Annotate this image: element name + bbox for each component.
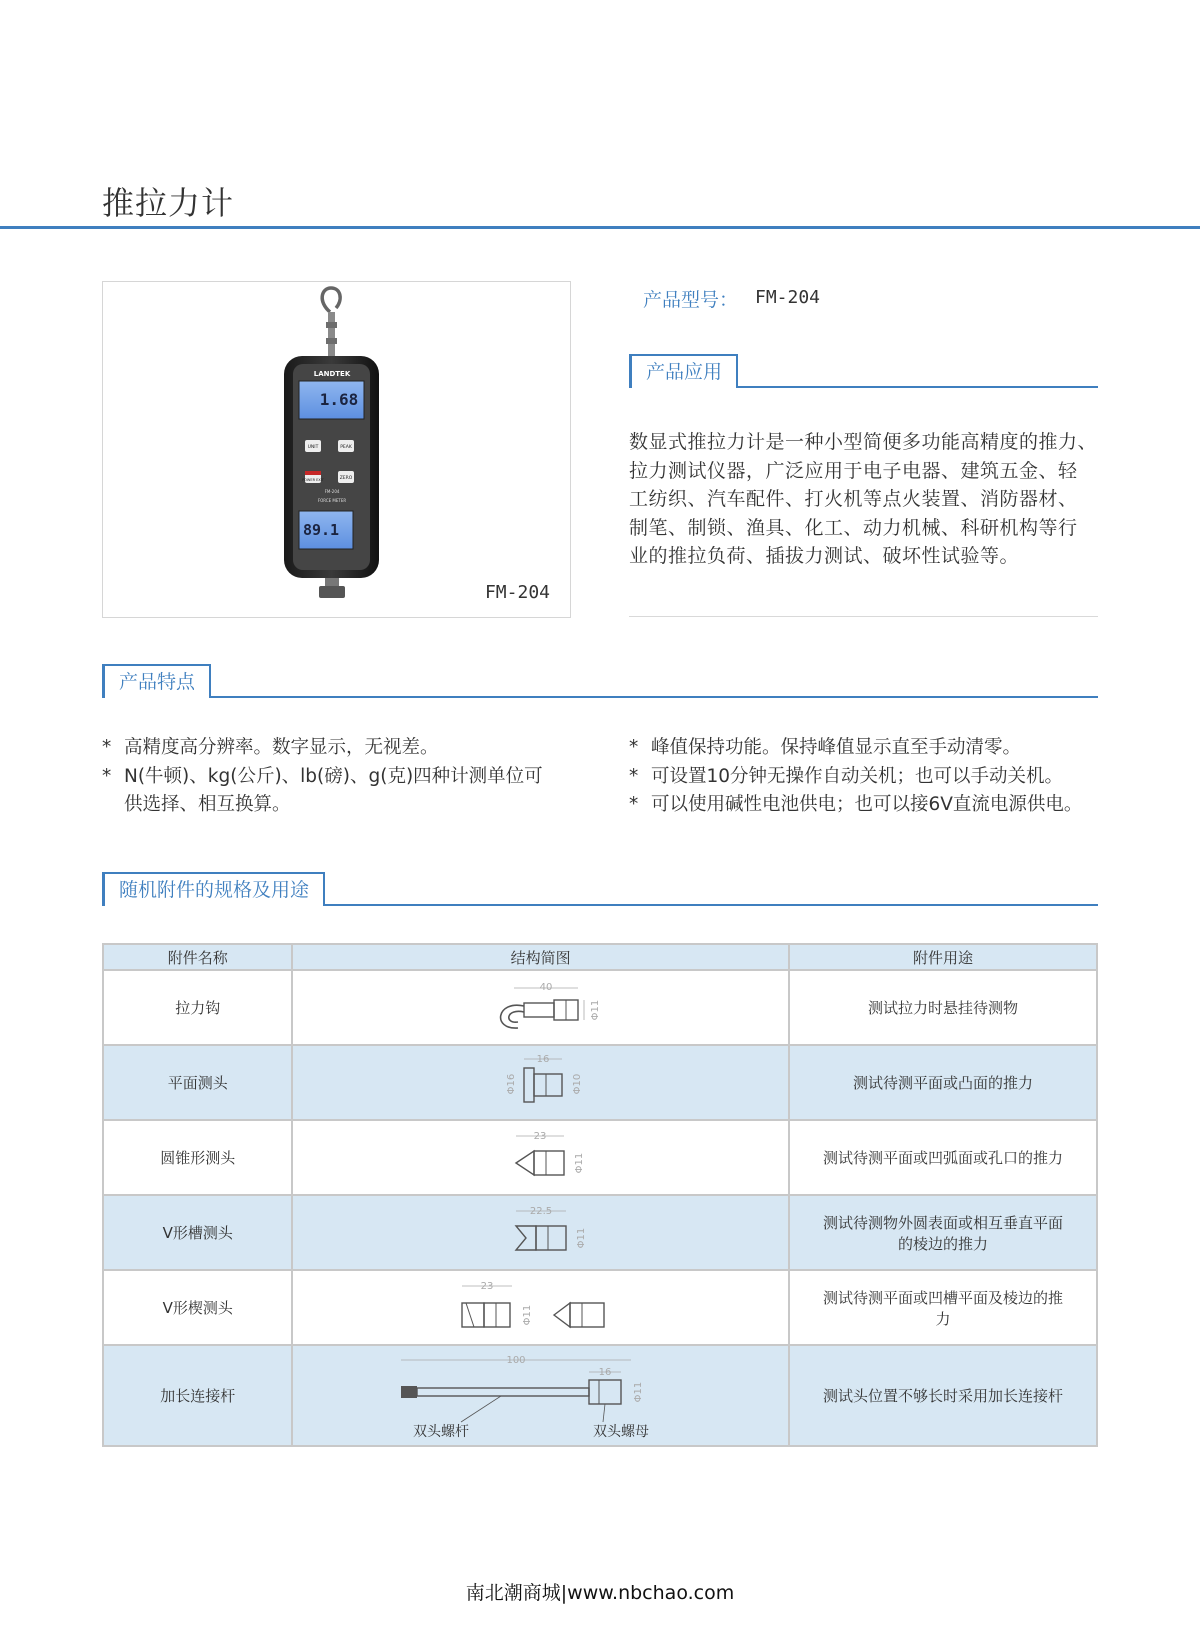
accessory-diagram xyxy=(292,1045,789,1120)
feature-line: 可设置10分钟无操作自动关机；也可以手动关机。 xyxy=(651,765,1064,787)
feature-item xyxy=(102,763,592,820)
dimension-label: 16 xyxy=(598,1366,612,1378)
dimension-label: Φ11 xyxy=(589,999,601,1020)
feature-item xyxy=(629,734,1119,763)
device-brand: LANDTEK xyxy=(313,370,351,378)
usage-line: 力 xyxy=(935,1309,951,1328)
application-text xyxy=(629,428,1099,571)
device-power-button: POWER EXIT xyxy=(302,478,324,482)
page-title: 推拉力计 xyxy=(102,184,235,222)
table-row xyxy=(103,1045,1097,1120)
accessory-usage xyxy=(789,1345,1097,1446)
feature-line: 高精度高分辨率。数字显示，无视差。 xyxy=(124,737,439,758)
application-line: 制笔、制锁、渔具、化工、动力机械、科研机构等行 xyxy=(629,516,1078,539)
device-name-label: FORCE METER xyxy=(317,498,347,503)
accessory-usage xyxy=(789,970,1097,1045)
accessory-usage xyxy=(789,1195,1097,1270)
accessory-name: 拉力钩 xyxy=(103,970,292,1045)
device-peak-button: PEAK xyxy=(340,445,352,450)
bullet-star: * xyxy=(629,737,639,758)
application-line: 拉力测试仪器，广泛应用于电子电器、建筑五金、轻 xyxy=(629,459,1078,482)
accessory-name: 圆锥形测头 xyxy=(103,1120,292,1195)
accessory-name: V形槽测头 xyxy=(103,1195,292,1270)
features-right-column xyxy=(629,734,1119,820)
title-divider xyxy=(0,226,1200,229)
accessories-heading: 随机附件的规格及用途 xyxy=(102,872,325,906)
application-line: 工纺织、汽车配件、打火机等点火装置、消防器材、 xyxy=(629,488,1078,510)
accessories-section-header xyxy=(102,872,1098,906)
footer: 南北潮商城|www.nbchao.com xyxy=(465,1582,735,1604)
application-section-header xyxy=(629,354,1098,388)
accessory-diagram xyxy=(292,1345,789,1446)
dimension-label: 22.5 xyxy=(529,1205,552,1217)
device-display-bottom: 89.1 xyxy=(302,521,340,539)
table-row xyxy=(103,1345,1097,1446)
flat-head-diagram xyxy=(486,1050,596,1116)
dimension-label: 40 xyxy=(539,981,553,993)
feature-line: 供选择、相互换算。 xyxy=(124,794,291,815)
features-left-column xyxy=(102,734,592,820)
column-header: 附件用途 xyxy=(789,944,1097,970)
feature-line: N(牛顿)、kg(公斤)、lb(磅)、g(克)四种计测单位可 xyxy=(124,765,543,787)
product-image-frame xyxy=(102,281,571,618)
v-wedge-head-diagram xyxy=(456,1277,626,1339)
hook-diagram xyxy=(466,978,616,1038)
device-display-top: 1.68 xyxy=(319,390,359,409)
bullet-star: * xyxy=(102,765,112,787)
accessory-diagram xyxy=(292,1195,789,1270)
accessory-name: 加长连接杆 xyxy=(103,1345,292,1446)
accessory-usage xyxy=(789,1045,1097,1120)
accessory-name: 平面测头 xyxy=(103,1045,292,1120)
dimension-label: Φ16 xyxy=(505,1073,517,1094)
usage-line: 测试待测平面或凸面的推力 xyxy=(852,1074,1033,1092)
usage-line: 测试拉力时悬挂待测物 xyxy=(867,999,1018,1017)
accessory-usage xyxy=(789,1120,1097,1195)
cone-head-diagram xyxy=(486,1127,596,1189)
accessory-usage xyxy=(789,1270,1097,1345)
usage-line: 测试头位置不够长时采用加长连接杆 xyxy=(822,1387,1063,1405)
dimension-label: Φ10 xyxy=(571,1073,583,1094)
device-zero-button: ZERO xyxy=(339,476,353,481)
bullet-star: * xyxy=(629,794,639,815)
device-model-label: FM-204 xyxy=(324,489,340,494)
device-unit-button: UNIT xyxy=(307,445,319,450)
dimension-label: 23 xyxy=(480,1280,494,1292)
part-label: 双头螺杆 xyxy=(412,1423,469,1440)
feature-item xyxy=(102,734,592,763)
feature-line: 峰值保持功能。保持峰值显示直至手动清零。 xyxy=(651,737,1022,758)
features-section-header xyxy=(102,664,1098,698)
usage-line: 测试待测平面或凹弧面或孔口的推力 xyxy=(822,1149,1063,1167)
model-value: FM-204 xyxy=(755,287,821,308)
model-label: 产品型号： xyxy=(643,289,739,311)
force-meter-illustration xyxy=(103,282,572,619)
dimension-label: 100 xyxy=(506,1354,526,1366)
bullet-star: * xyxy=(102,737,112,758)
usage-line: 测试待测物外圆表面或相互垂直平面 xyxy=(822,1213,1063,1232)
features-heading: 产品特点 xyxy=(102,664,211,698)
application-divider xyxy=(629,616,1098,617)
dimension-label: Φ11 xyxy=(573,1152,585,1173)
dimension-label: Φ11 xyxy=(632,1381,644,1402)
table-header-row xyxy=(103,944,1097,970)
accessory-diagram xyxy=(292,970,789,1045)
part-label: 双头螺母 xyxy=(592,1423,649,1440)
accessory-diagram xyxy=(292,1270,789,1345)
bullet-star: * xyxy=(629,765,639,787)
table-row xyxy=(103,970,1097,1045)
accessory-name: V形楔测头 xyxy=(103,1270,292,1345)
application-line: 数显式推拉力计是一种小型简便多功能高精度的推力、 xyxy=(629,431,1098,453)
section-underline xyxy=(102,696,1098,698)
table-row xyxy=(103,1195,1097,1270)
column-header: 附件名称 xyxy=(103,944,292,970)
dimension-label: Φ11 xyxy=(521,1304,533,1325)
feature-item xyxy=(629,791,1119,820)
product-image-caption: FM-204 xyxy=(484,582,550,603)
dimension-label: Φ11 xyxy=(575,1227,587,1248)
application-heading: 产品应用 xyxy=(629,354,738,388)
extension-rod-diagram xyxy=(371,1350,711,1442)
usage-line: 的棱边的推力 xyxy=(897,1234,988,1253)
dimension-label: 16 xyxy=(536,1053,550,1065)
usage-line: 测试待测平面或凹槽平面及棱边的推 xyxy=(822,1288,1063,1307)
table-row xyxy=(103,1270,1097,1345)
feature-line: 可以使用碱性电池供电；也可以接6V直流电源供电。 xyxy=(651,794,1083,815)
accessories-table xyxy=(102,943,1098,1447)
table-row xyxy=(103,1120,1097,1195)
accessory-diagram xyxy=(292,1120,789,1195)
column-header: 结构简图 xyxy=(292,944,789,970)
v-groove-head-diagram xyxy=(486,1202,596,1264)
application-line: 业的推拉负荷、插拔力测试、破坏性试验等。 xyxy=(629,545,1020,567)
dimension-label: 23 xyxy=(533,1130,547,1142)
feature-item xyxy=(629,763,1119,792)
